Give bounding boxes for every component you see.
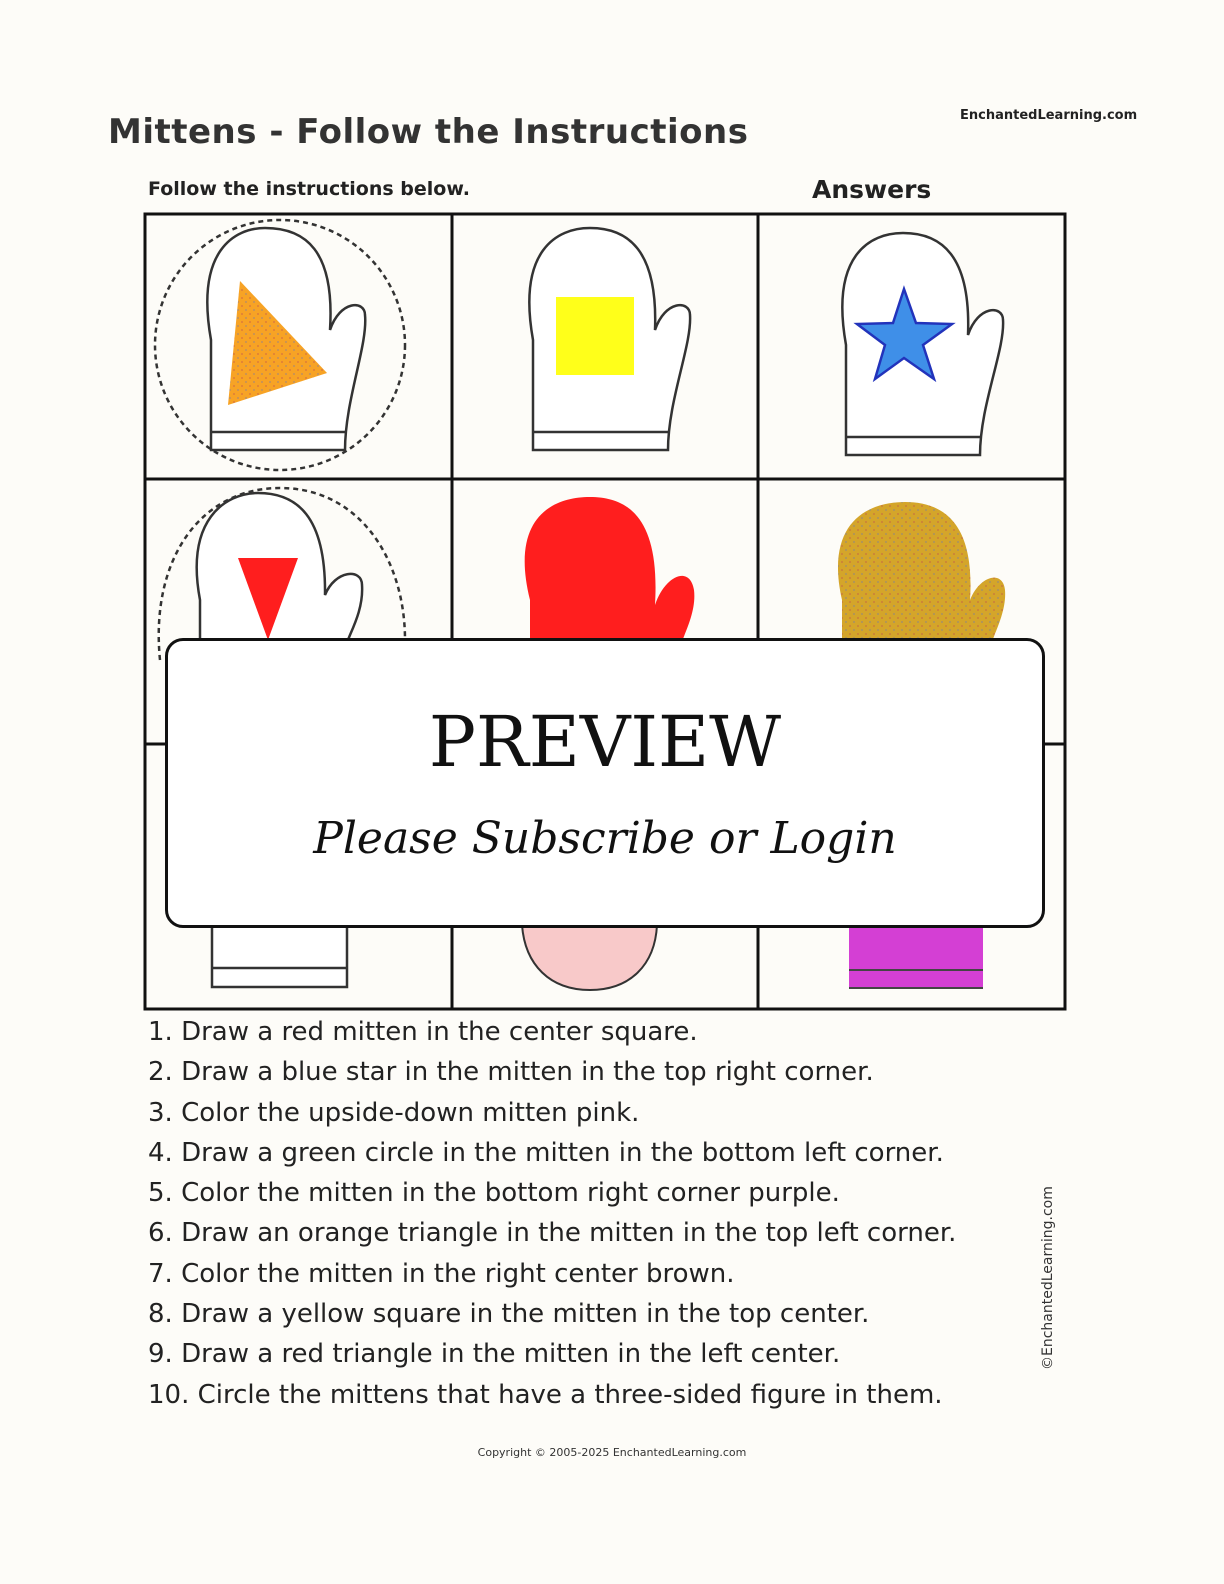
mitten-bottom-left (212, 925, 347, 987)
list-item: 7. Color the mitten in the right center brown. (148, 1258, 735, 1289)
preview-title: PREVIEW (428, 701, 782, 783)
red-mitten (525, 497, 695, 650)
list-item: 2. Draw a blue star in the mitten in the top right corner. (148, 1057, 874, 1088)
list-item: 5. Color the mitten in the bottom right corner purple. (148, 1178, 840, 1209)
side-credit: ©EnchantedLearning.com (1040, 1186, 1056, 1370)
list-item: 3. Color the upside-down mitten pink. (148, 1097, 640, 1128)
subscribe-login-link[interactable]: Please Subscribe or Login (313, 813, 897, 864)
site-name[interactable]: EnchantedLearning.com (960, 108, 1138, 123)
mitten-top-left (155, 220, 405, 470)
yellow-square (556, 297, 634, 375)
instruction-heading: Follow the instructions below. (148, 178, 470, 200)
mitten-right-center (838, 502, 1005, 650)
pink-mitten (522, 925, 657, 990)
mitten-left-center (159, 488, 405, 660)
list-item: 8. Draw a yellow square in the mitten in the top center. (148, 1299, 870, 1330)
mitten-bottom-center (522, 925, 657, 990)
list-item: 6. Draw an orange triangle in the mitten in the top left corner. (148, 1218, 957, 1249)
mitten-bottom-right (849, 925, 983, 988)
mitten-top-center (529, 228, 690, 450)
mitten-top-right (842, 233, 1003, 455)
purple-mitten (849, 925, 983, 988)
preview-overlay[interactable] (165, 638, 1045, 928)
list-item: 10. Circle the mittens that have a three-sided figure in them. (148, 1379, 943, 1410)
list-item: 9. Draw a red triangle in the mitten in the left center. (148, 1339, 841, 1370)
instruction-list (148, 1012, 956, 1415)
page-title: Mittens - Follow the Instructions (108, 112, 749, 152)
mitten-center (525, 497, 695, 650)
list-item: 1. Draw a red mitten in the center square. (148, 1017, 698, 1047)
copyright: Copyright © 2005-2025 EnchantedLearning.com (477, 1446, 747, 1459)
answers-link[interactable]: Answers (812, 175, 932, 204)
list-item: 4. Draw a green circle in the mitten in the bottom left corner. (148, 1137, 944, 1168)
